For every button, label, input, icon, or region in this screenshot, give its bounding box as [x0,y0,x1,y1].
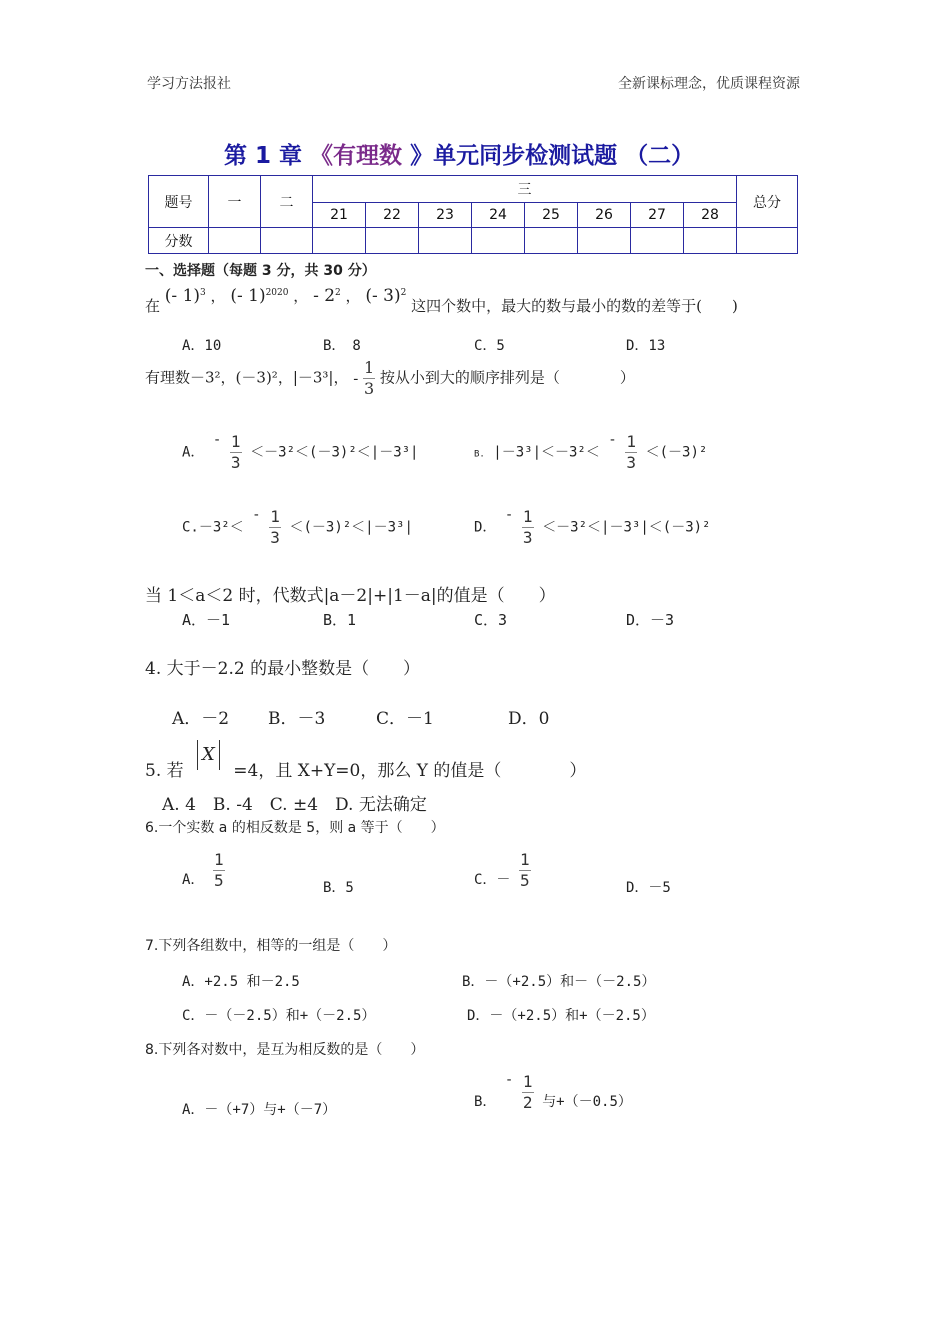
option-b: B． 8 [323,338,361,354]
fraction: $\frac{1}{3}$ [270,507,280,547]
option-b: B. |－3³|＜－3²＜ - $\frac{1}{3}$ ＜(－3)² [474,432,708,472]
score-table-num: 28 [684,203,737,228]
option-c: C．3 [474,611,508,629]
score-cell [472,228,525,254]
score-table-score-label: 分数 [149,228,209,254]
option-c: C.－3²＜ - $\frac{1}{3}$ ＜(－3)²＜|－3³| [182,507,413,547]
score-table-num: 27 [631,203,684,228]
option-a: A．－1 [182,611,231,629]
score-table-num: 24 [472,203,525,228]
option-d: D．－（+2.5）和+（－2.5） [467,1008,655,1024]
score-cell [209,228,261,254]
question-3: 当 1＜a＜2 时，代数式|a－2|+|1－a|的值是（ ） [145,586,556,606]
question-8: 8.下列各对数中，是互为相反数的是（ ） [145,1042,425,1058]
fraction: $\frac{1}{5}$ [520,850,530,890]
question-4: 4. 大于－2.2 的最小整数是（ ） [145,659,421,679]
question-6: 6.一个实数 a 的相反数是 5，则 a 等于（ ） [145,820,445,836]
score-cell [737,228,798,254]
header-right: 全新课标理念，优质课程资源 [618,76,800,92]
score-cell [366,228,419,254]
title-rest: 》单元同步检测试题 （二） [410,143,695,169]
question-1: 在 (- 1)$^3$ ， (- 1)$^{2020}$ ， - $2^2$ ， (- 3)$^2$ 这四个数中，最大的数与最小的数的差等于( ) [145,286,738,315]
score-table-one: 一 [209,176,261,228]
option-a: A．－2 [172,709,230,729]
option-d: D．－5 [626,880,671,896]
score-table [148,175,798,254]
fraction: $\frac{1}{3}$ [522,507,533,547]
option-d: D．0 [508,709,550,729]
option-a: A．+2.5 和－2.5 [182,974,300,990]
option-a: A．－（+7）与+（－7） [182,1102,337,1118]
option-c: C．－1 [376,709,434,729]
page-title [224,137,694,170]
fraction: $\frac{1}{5}$ [214,850,224,890]
score-table-label: 题号 [149,176,209,228]
option-b: B．1 [323,611,357,629]
score-cell [313,228,366,254]
option-d: D．13 [626,338,666,354]
option-c: C．－（－2.5）和+（－2.5） [182,1008,376,1024]
option-b: B．－（+2.5）和－（－2.5） [462,974,656,990]
fraction: $\frac{1}{3}$ [230,432,241,472]
option-c: C．－ $\frac{1}{5}$ [474,850,530,890]
header-left: 学习方法报社 [147,76,231,92]
score-table-num: 26 [578,203,631,228]
question-7: 7.下列各组数中，相等的一组是（ ） [145,938,397,954]
title-book: 《有理数 [310,143,403,169]
fraction: $\frac{1}{3}$ [626,432,636,472]
option-c: C．5 [474,338,505,354]
question-2: 有理数－3²，(－3)²，|－3³|， - $\frac{1}{3}$ 按从小到大的顺序排列是（ ） [145,358,635,398]
absolute-value: X [197,740,220,770]
score-table-two: 二 [261,176,313,228]
score-table-num: 22 [366,203,419,228]
option-a: A． $\frac{1}{5}$ [182,850,224,890]
question-5: 5. 若 X =4，且 X+Y=0，那么 Y 的值是（ ） [145,740,586,770]
score-cell [631,228,684,254]
score-table-num: 23 [419,203,472,228]
question-5-options: A. 4 B. -4 C. ±4 D. 无法确定 [162,795,427,815]
option-a: A． - $\frac{1}{3}$ ＜－3²＜(－3)²＜|－3³| [182,432,419,472]
fraction: $\frac{1}{3}$ [364,358,375,398]
score-table-num: 21 [313,203,366,228]
option-d: D． - $\frac{1}{3}$ ＜－3²＜|－3³|＜(－3)² [474,507,711,547]
option-b: B．－3 [268,709,326,729]
score-cell [578,228,631,254]
score-cell [261,228,313,254]
option-a: A．10 [182,338,222,354]
score-cell [525,228,578,254]
fraction: $\frac{1}{2}$ [522,1072,533,1112]
title-chapter: 第 1 章 [224,143,303,169]
option-b: B． - $\frac{1}{2}$ 与+（－0.5） [474,1072,632,1112]
section-heading: 一、选择题（每题 3 分，共 30 分） [145,263,376,279]
score-cell [684,228,737,254]
option-d: D．－3 [626,611,675,629]
score-table-num: 25 [525,203,578,228]
score-table-three: 三 [313,176,737,203]
score-table-total: 总分 [737,176,798,228]
score-cell [419,228,472,254]
option-b: B．5 [323,880,354,896]
